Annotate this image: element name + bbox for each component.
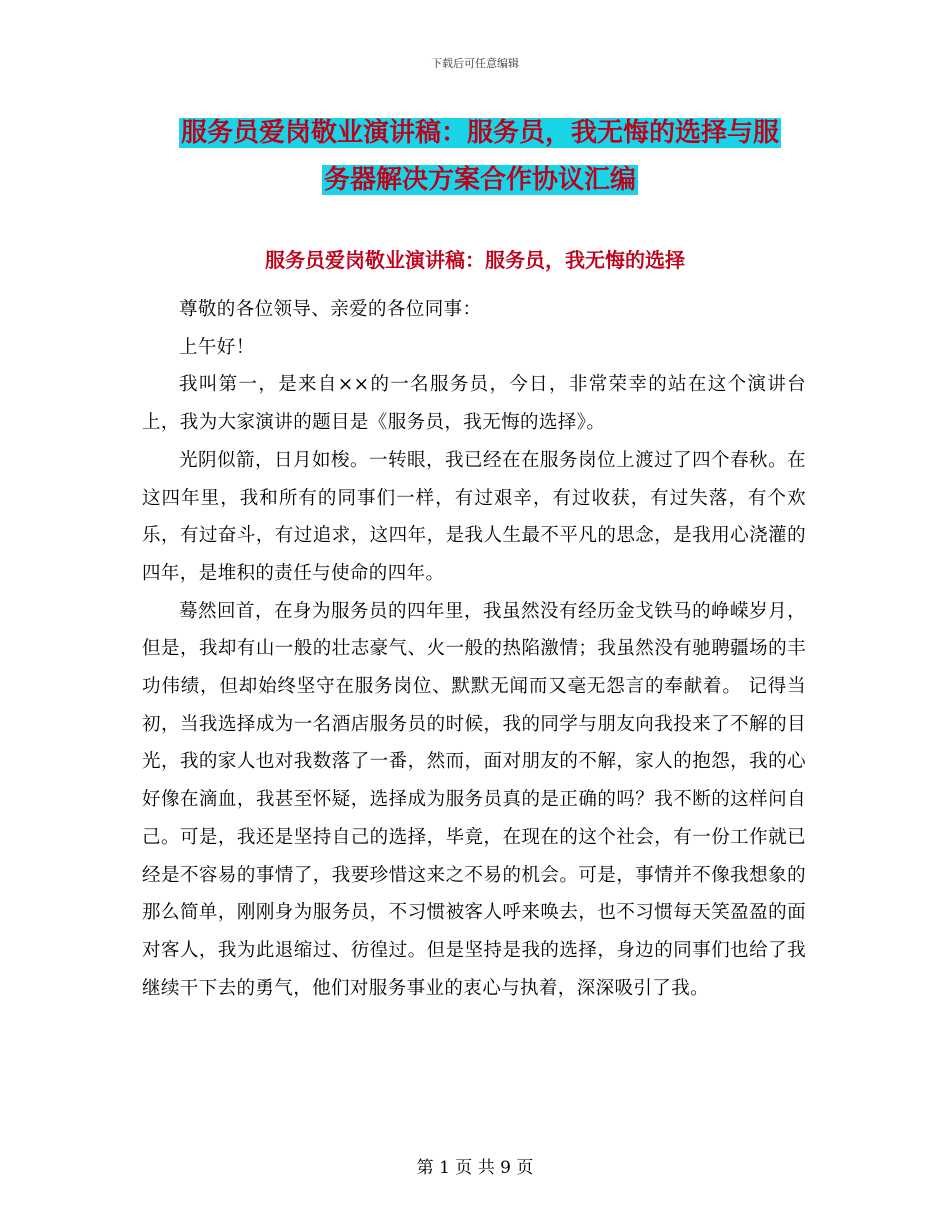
document-title-line-2: 务器解决方案合作协议汇编: [323, 165, 636, 195]
document-title-line-1: 服务员爱岗敬业演讲稿：服务员，我无悔的选择与服: [180, 118, 779, 148]
paragraph-introduction: 我叫第一，是来自××的一名服务员，今日，非常荣幸的站在这个演讲台上，我为大家演讲的题目是《服务员，我无悔的选择》。: [142, 374, 806, 434]
paragraph-greeting: 尊敬的各位领导、亲爱的各位同事：: [179, 299, 482, 320]
section-title: 服务员爱岗敬业演讲稿：服务员，我无悔的选择: [265, 248, 685, 272]
page-number: 第 1 页 共 9 页: [416, 1158, 534, 1178]
paragraph-reflection: 蓦然回首，在身为服务员的四年里，我虽然没有经历金戈铁马的峥嵘岁月，但是，我却有山一般的壮志豪气、火一般的热陷激情；我虽然没有驰聘疆场的丰功伟绩，但却始终坚守在服务岗位、默默无闻而又毫无怨言的奉献着。 记得当初，当我选择成为一名酒店服务员的时候，我的同学与朋友向我投来了不解的目光，我的家人也对我数落了一番，然而，面对朋友的不解，家人的抱怨，我的心好像在滴血，我甚至怀疑，选择成为服务员真的是正确的吗？我不断的这样问自己。可是，我还是坚持自己的选择，毕竟，在现在的这个社会，有一份工作就已经是不容易的事情了，我要珍惜这来之不易的机会。可是，事情并不像我想象的那么简单，刚刚身为服务员，不习惯被客人呼来唤去，也不习惯每天笑盈盈的面对客人，我为此退缩过、彷徨过。但是坚持是我的选择，身边的同事们也给了我继续干下去的勇气，他们对服务事业的衷心与执着，深深吸引了我。: [142, 600, 806, 999]
paragraph-four-years: 光阴似箭，日月如梭。一转眼，我已经在在服务岗位上渡过了四个春秋。在这四年里，我和所有的同事们一样，有过艰辛，有过收获，有过失落，有个欢乐，有过奋斗，有过追求，这四年，是我人生最不平凡的思念，是我用心浇灌的四年，是堆积的责任与使命的四年。: [142, 449, 806, 584]
document-title: [140, 110, 820, 204]
header-note: 下载后可任意编辑: [431, 57, 519, 70]
body-text: [142, 291, 806, 1007]
paragraph-salutation: 上午好！: [179, 336, 255, 358]
